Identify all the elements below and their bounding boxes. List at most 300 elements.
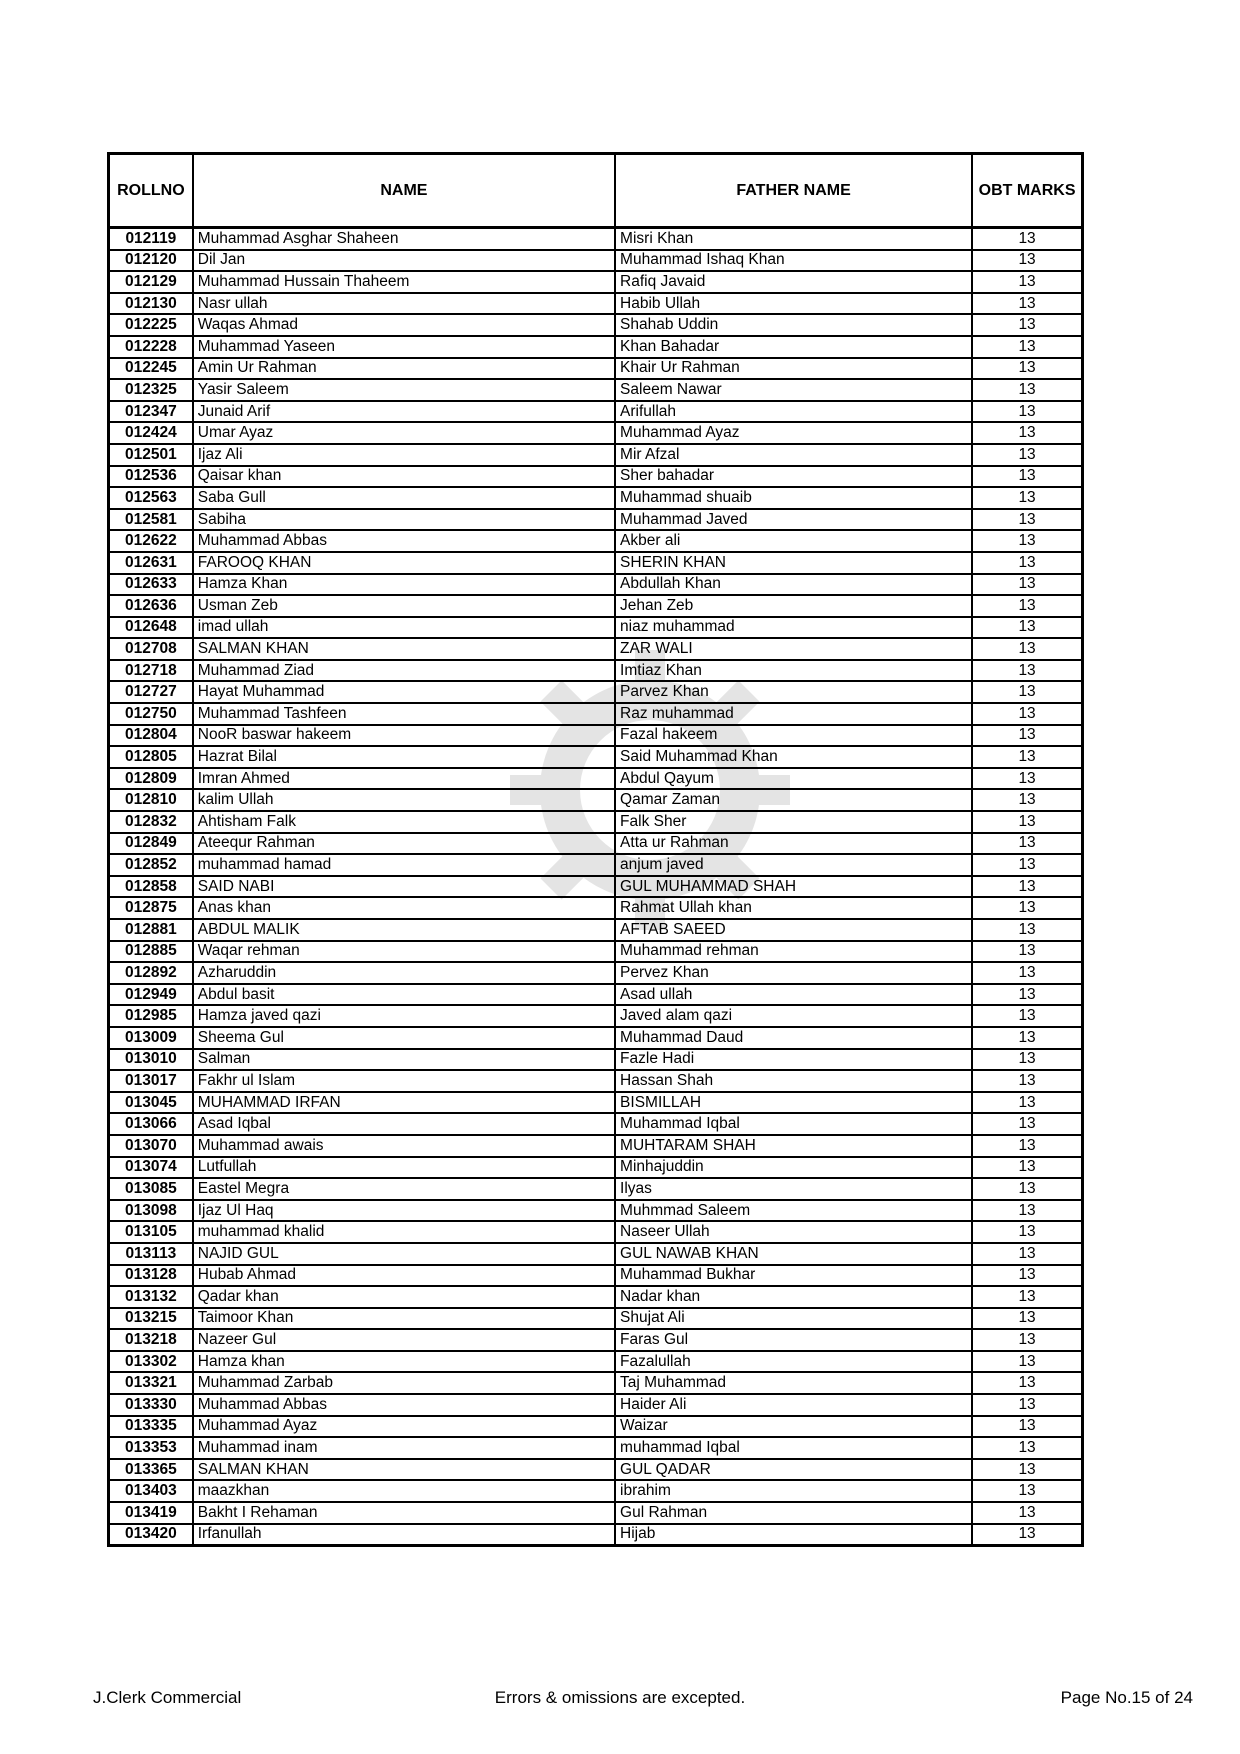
table-row [109, 703, 1083, 725]
cell-name: Hamza Khan [193, 574, 615, 596]
cell-name: Hubab Ahmad [193, 1265, 615, 1287]
cell-father-name: Waizar [615, 1416, 972, 1438]
cell-obt-marks: 13 [972, 941, 1082, 963]
cell-father-name: Shahab Uddin [615, 314, 972, 336]
cell-obt-marks: 13 [972, 1416, 1082, 1438]
table-row [109, 509, 1083, 531]
cell-rollno: 013420 [109, 1524, 193, 1546]
cell-rollno: 012805 [109, 746, 193, 768]
cell-rollno: 012325 [109, 379, 193, 401]
cell-rollno: 012809 [109, 768, 193, 790]
cell-name: imad ullah [193, 617, 615, 639]
cell-father-name: Atta ur Rahman [615, 833, 972, 855]
table-row [109, 552, 1083, 574]
cell-name: Umar Ayaz [193, 422, 615, 444]
cell-rollno: 012228 [109, 336, 193, 358]
table-row [109, 1524, 1083, 1546]
cell-rollno: 013010 [109, 1049, 193, 1071]
table-row [109, 422, 1083, 444]
cell-rollno: 012536 [109, 466, 193, 488]
cell-rollno: 012718 [109, 660, 193, 682]
cell-obt-marks: 13 [972, 854, 1082, 876]
table-row [109, 1070, 1083, 1092]
table-row [109, 595, 1083, 617]
table-row [109, 379, 1083, 401]
table-row [109, 1178, 1083, 1200]
cell-obt-marks: 13 [972, 1437, 1082, 1459]
table-row [109, 811, 1083, 833]
cell-father-name: Fazle Hadi [615, 1049, 972, 1071]
cell-father-name: Pervez Khan [615, 962, 972, 984]
table-body [109, 228, 1083, 1546]
cell-obt-marks: 13 [972, 401, 1082, 423]
cell-obt-marks: 13 [972, 271, 1082, 293]
cell-obt-marks: 13 [972, 358, 1082, 380]
table-row [109, 1416, 1083, 1438]
cell-father-name: Hassan Shah [615, 1070, 972, 1092]
cell-father-name: Rafiq Javaid [615, 271, 972, 293]
cell-father-name: Shujat Ali [615, 1308, 972, 1330]
cell-obt-marks: 13 [972, 703, 1082, 725]
cell-rollno: 013302 [109, 1351, 193, 1373]
cell-father-name: Akber ali [615, 530, 972, 552]
cell-father-name: Sher bahadar [615, 466, 972, 488]
cell-name: Irfanullah [193, 1524, 615, 1546]
cell-obt-marks: 13 [972, 833, 1082, 855]
table-row [109, 854, 1083, 876]
cell-name: Muhammad Asghar Shaheen [193, 228, 615, 250]
cell-father-name: Naseer Ullah [615, 1221, 972, 1243]
cell-name: muhammad hamad [193, 854, 615, 876]
cell-father-name: Muhammad Bukhar [615, 1265, 972, 1287]
cell-obt-marks: 13 [972, 962, 1082, 984]
cell-rollno: 013105 [109, 1221, 193, 1243]
cell-rollno: 013335 [109, 1416, 193, 1438]
cell-rollno: 012858 [109, 876, 193, 898]
cell-obt-marks: 13 [972, 660, 1082, 682]
cell-obt-marks: 13 [972, 595, 1082, 617]
cell-father-name: Hijab [615, 1524, 972, 1546]
cell-father-name: Muhammad Iqbal [615, 1113, 972, 1135]
cell-rollno: 012245 [109, 358, 193, 380]
cell-rollno: 012804 [109, 725, 193, 747]
cell-obt-marks: 13 [972, 530, 1082, 552]
cell-obt-marks: 13 [972, 336, 1082, 358]
cell-father-name: Mir Afzal [615, 444, 972, 466]
cell-name: Asad Iqbal [193, 1113, 615, 1135]
header-row [109, 154, 1083, 228]
cell-name: Muhammad Abbas [193, 1394, 615, 1416]
cell-rollno: 012708 [109, 638, 193, 660]
cell-rollno: 013098 [109, 1200, 193, 1222]
table-row [109, 1286, 1083, 1308]
cell-rollno: 012892 [109, 962, 193, 984]
cell-father-name: Saleem Nawar [615, 379, 972, 401]
cell-father-name: Imtiaz Khan [615, 660, 972, 682]
cell-father-name: Javed alam qazi [615, 1005, 972, 1027]
cell-obt-marks: 13 [972, 1286, 1082, 1308]
table-row [109, 1092, 1083, 1114]
cell-obt-marks: 13 [972, 1221, 1082, 1243]
cell-name: Sheema Gul [193, 1027, 615, 1049]
cell-father-name: Muhammad Daud [615, 1027, 972, 1049]
cell-rollno: 013070 [109, 1135, 193, 1157]
cell-father-name: Falk Sher [615, 811, 972, 833]
cell-father-name: Abdul Qayum [615, 768, 972, 790]
cell-rollno: 012750 [109, 703, 193, 725]
cell-father-name: Arifullah [615, 401, 972, 423]
cell-name: Qadar khan [193, 1286, 615, 1308]
table-row [109, 401, 1083, 423]
cell-name: Muhammad Hussain Thaheem [193, 271, 615, 293]
cell-obt-marks: 13 [972, 1178, 1082, 1200]
cell-rollno: 012852 [109, 854, 193, 876]
cell-obt-marks: 13 [972, 984, 1082, 1006]
cell-rollno: 013074 [109, 1157, 193, 1179]
cell-father-name: Abdullah Khan [615, 574, 972, 596]
table-row [109, 984, 1083, 1006]
cell-father-name: Minhajuddin [615, 1157, 972, 1179]
header-rollno: ROLLNO [109, 154, 193, 228]
cell-father-name: Jehan Zeb [615, 595, 972, 617]
cell-father-name: Muhammad shuaib [615, 487, 972, 509]
cell-rollno: 013215 [109, 1308, 193, 1330]
table-row [109, 314, 1083, 336]
footer-disclaimer: Errors & omissions are excepted. [494, 1688, 746, 1707]
cell-rollno: 012633 [109, 574, 193, 596]
cell-obt-marks: 13 [972, 681, 1082, 703]
cell-father-name: Fazalullah [615, 1351, 972, 1373]
table-row [109, 768, 1083, 790]
cell-rollno: 012648 [109, 617, 193, 639]
cell-father-name: Muhammad Javed [615, 509, 972, 531]
cell-name: Muhammad Ziad [193, 660, 615, 682]
table-row [109, 336, 1083, 358]
cell-father-name: GUL MUHAMMAD SHAH [615, 876, 972, 898]
table-row [109, 1135, 1083, 1157]
cell-name: ABDUL MALIK [193, 919, 615, 941]
cell-rollno: 013128 [109, 1265, 193, 1287]
cell-rollno: 012347 [109, 401, 193, 423]
cell-father-name: Parvez Khan [615, 681, 972, 703]
cell-obt-marks: 13 [972, 897, 1082, 919]
cell-name: Taimoor Khan [193, 1308, 615, 1330]
cell-obt-marks: 13 [972, 1351, 1082, 1373]
cell-rollno: 012881 [109, 919, 193, 941]
cell-obt-marks: 13 [972, 768, 1082, 790]
cell-rollno: 013419 [109, 1502, 193, 1524]
table-row [109, 271, 1083, 293]
cell-name: Muhammad Zarbab [193, 1372, 615, 1394]
table-row [109, 487, 1083, 509]
table-row [109, 962, 1083, 984]
cell-name: Fakhr ul Islam [193, 1070, 615, 1092]
cell-rollno: 013218 [109, 1329, 193, 1351]
cell-obt-marks: 13 [972, 444, 1082, 466]
cell-rollno: 012949 [109, 984, 193, 1006]
cell-obt-marks: 13 [972, 1372, 1082, 1394]
cell-obt-marks: 13 [972, 552, 1082, 574]
cell-father-name: anjum javed [615, 854, 972, 876]
cell-father-name: Fazal hakeem [615, 725, 972, 747]
table-row [109, 1005, 1083, 1027]
cell-name: Amin Ur Rahman [193, 358, 615, 380]
cell-father-name: GUL QADAR [615, 1459, 972, 1481]
cell-name: Salman [193, 1049, 615, 1071]
table-row [109, 1459, 1083, 1481]
cell-obt-marks: 13 [972, 1027, 1082, 1049]
cell-rollno: 012130 [109, 293, 193, 315]
table-row [109, 444, 1083, 466]
table-row [109, 660, 1083, 682]
table-row [109, 1243, 1083, 1265]
cell-rollno: 012563 [109, 487, 193, 509]
cell-rollno: 012581 [109, 509, 193, 531]
cell-father-name: Said Muhammad Khan [615, 746, 972, 768]
cell-name: Junaid Arif [193, 401, 615, 423]
table-row [109, 466, 1083, 488]
table-row [109, 725, 1083, 747]
header-father-name: FATHER NAME [615, 154, 972, 228]
table-row [109, 1265, 1083, 1287]
cell-father-name: Khair Ur Rahman [615, 358, 972, 380]
cell-obt-marks: 13 [972, 746, 1082, 768]
cell-rollno: 013353 [109, 1437, 193, 1459]
cell-rollno: 012501 [109, 444, 193, 466]
table-row [109, 1027, 1083, 1049]
cell-obt-marks: 13 [972, 1459, 1082, 1481]
footer-department: J.Clerk Commercial [93, 1688, 242, 1707]
cell-obt-marks: 13 [972, 1049, 1082, 1071]
cell-father-name: Muhammad rehman [615, 941, 972, 963]
cell-name: Usman Zeb [193, 595, 615, 617]
cell-obt-marks: 13 [972, 509, 1082, 531]
cell-father-name: Khan Bahadar [615, 336, 972, 358]
cell-father-name: Rahmat Ullah khan [615, 897, 972, 919]
cell-obt-marks: 13 [972, 1005, 1082, 1027]
table-row [109, 530, 1083, 552]
cell-name: SALMAN KHAN [193, 1459, 615, 1481]
cell-name: muhammad khalid [193, 1221, 615, 1243]
cell-name: kalim Ullah [193, 789, 615, 811]
cell-name: Abdul basit [193, 984, 615, 1006]
cell-rollno: 013017 [109, 1070, 193, 1092]
cell-name: Yasir Saleem [193, 379, 615, 401]
table-row [109, 1394, 1083, 1416]
cell-rollno: 012631 [109, 552, 193, 574]
cell-obt-marks: 13 [972, 811, 1082, 833]
table-row [109, 638, 1083, 660]
cell-rollno: 012985 [109, 1005, 193, 1027]
cell-obt-marks: 13 [972, 638, 1082, 660]
cell-father-name: Muhmmad Saleem [615, 1200, 972, 1222]
cell-rollno: 013113 [109, 1243, 193, 1265]
cell-obt-marks: 13 [972, 1243, 1082, 1265]
table-row [109, 919, 1083, 941]
cell-name: Imran Ahmed [193, 768, 615, 790]
cell-name: Ahtisham Falk [193, 811, 615, 833]
cell-name: Muhammad Abbas [193, 530, 615, 552]
cell-obt-marks: 13 [972, 314, 1082, 336]
table-row [109, 1351, 1083, 1373]
cell-name: Dil Jan [193, 250, 615, 272]
table-row [109, 1502, 1083, 1524]
cell-name: SALMAN KHAN [193, 638, 615, 660]
cell-obt-marks: 13 [972, 1394, 1082, 1416]
cell-father-name: Faras Gul [615, 1329, 972, 1351]
table-row [109, 1372, 1083, 1394]
cell-name: FAROOQ KHAN [193, 552, 615, 574]
cell-obt-marks: 13 [972, 789, 1082, 811]
table-row [109, 876, 1083, 898]
cell-father-name: niaz muhammad [615, 617, 972, 639]
table-row [109, 833, 1083, 855]
cell-obt-marks: 13 [972, 228, 1082, 250]
cell-obt-marks: 13 [972, 1265, 1082, 1287]
cell-father-name: ZAR WALI [615, 638, 972, 660]
cell-name: maazkhan [193, 1480, 615, 1502]
results-table [107, 152, 1084, 1547]
cell-name: Ateequr Rahman [193, 833, 615, 855]
cell-name: Eastel Megra [193, 1178, 615, 1200]
cell-obt-marks: 13 [972, 1200, 1082, 1222]
cell-obt-marks: 13 [972, 919, 1082, 941]
cell-name: Hazrat Bilal [193, 746, 615, 768]
cell-name: Nasr ullah [193, 293, 615, 315]
cell-father-name: Qamar Zaman [615, 789, 972, 811]
cell-rollno: 012849 [109, 833, 193, 855]
table-row [109, 293, 1083, 315]
cell-name: Qaisar khan [193, 466, 615, 488]
cell-name: Muhammad inam [193, 1437, 615, 1459]
cell-name: Hayat Muhammad [193, 681, 615, 703]
table-row [109, 897, 1083, 919]
cell-father-name: Habib Ullah [615, 293, 972, 315]
cell-obt-marks: 13 [972, 293, 1082, 315]
cell-father-name: BISMILLAH [615, 1092, 972, 1114]
cell-rollno: 013045 [109, 1092, 193, 1114]
cell-rollno: 012636 [109, 595, 193, 617]
cell-rollno: 012120 [109, 250, 193, 272]
cell-name: Muhammad awais [193, 1135, 615, 1157]
cell-obt-marks: 13 [972, 1308, 1082, 1330]
table-row [109, 1308, 1083, 1330]
cell-rollno: 012622 [109, 530, 193, 552]
cell-obt-marks: 13 [972, 574, 1082, 596]
cell-name: SAID NABI [193, 876, 615, 898]
cell-name: Ijaz Ul Haq [193, 1200, 615, 1222]
cell-name: Muhammad Ayaz [193, 1416, 615, 1438]
cell-obt-marks: 13 [972, 725, 1082, 747]
cell-father-name: Ilyas [615, 1178, 972, 1200]
header-obt-marks: OBT MARKS [972, 154, 1082, 228]
cell-rollno: 012225 [109, 314, 193, 336]
cell-father-name: Raz muhammad [615, 703, 972, 725]
cell-name: Sabiha [193, 509, 615, 531]
cell-father-name: Muhammad Ishaq Khan [615, 250, 972, 272]
cell-rollno: 013403 [109, 1480, 193, 1502]
cell-father-name: Haider Ali [615, 1394, 972, 1416]
table-row [109, 681, 1083, 703]
cell-rollno: 013009 [109, 1027, 193, 1049]
cell-obt-marks: 13 [972, 1135, 1082, 1157]
cell-father-name: MUHTARAM SHAH [615, 1135, 972, 1157]
table-row [109, 250, 1083, 272]
table-row [109, 228, 1083, 250]
cell-obt-marks: 13 [972, 876, 1082, 898]
cell-name: Hamza javed qazi [193, 1005, 615, 1027]
cell-obt-marks: 13 [972, 1092, 1082, 1114]
cell-name: Saba Gull [193, 487, 615, 509]
cell-father-name: GUL NAWAB KHAN [615, 1243, 972, 1265]
cell-name: NAJID GUL [193, 1243, 615, 1265]
table-row [109, 574, 1083, 596]
cell-obt-marks: 13 [972, 617, 1082, 639]
table-row [109, 789, 1083, 811]
cell-name: Muhammad Yaseen [193, 336, 615, 358]
cell-obt-marks: 13 [972, 379, 1082, 401]
cell-rollno: 013085 [109, 1178, 193, 1200]
cell-rollno: 012424 [109, 422, 193, 444]
cell-obt-marks: 13 [972, 250, 1082, 272]
cell-rollno: 013365 [109, 1459, 193, 1481]
cell-rollno: 012129 [109, 271, 193, 293]
table-row [109, 1113, 1083, 1135]
cell-rollno: 012119 [109, 228, 193, 250]
table-row [109, 1437, 1083, 1459]
cell-rollno: 012875 [109, 897, 193, 919]
cell-name: Ijaz Ali [193, 444, 615, 466]
table-row [109, 617, 1083, 639]
cell-rollno: 012832 [109, 811, 193, 833]
cell-name: Azharuddin [193, 962, 615, 984]
header-name: NAME [193, 154, 615, 228]
cell-rollno: 013330 [109, 1394, 193, 1416]
table-row [109, 746, 1083, 768]
cell-obt-marks: 13 [972, 487, 1082, 509]
cell-name: Lutfullah [193, 1157, 615, 1179]
cell-obt-marks: 13 [972, 422, 1082, 444]
cell-father-name: Asad ullah [615, 984, 972, 1006]
cell-rollno: 012885 [109, 941, 193, 963]
cell-father-name: Gul Rahman [615, 1502, 972, 1524]
cell-father-name: muhammad Iqbal [615, 1437, 972, 1459]
cell-obt-marks: 13 [972, 1070, 1082, 1092]
cell-rollno: 012810 [109, 789, 193, 811]
cell-father-name: Misri Khan [615, 228, 972, 250]
table-row [109, 1329, 1083, 1351]
cell-father-name: ibrahim [615, 1480, 972, 1502]
cell-father-name: Taj Muhammad [615, 1372, 972, 1394]
cell-name: MUHAMMAD IRFAN [193, 1092, 615, 1114]
cell-father-name: Nadar khan [615, 1286, 972, 1308]
cell-obt-marks: 13 [972, 1329, 1082, 1351]
cell-obt-marks: 13 [972, 1113, 1082, 1135]
cell-obt-marks: 13 [972, 1157, 1082, 1179]
cell-name: Waqas Ahmad [193, 314, 615, 336]
cell-obt-marks: 13 [972, 1480, 1082, 1502]
footer-page-number: Page No.15 of 24 [1060, 1688, 1193, 1707]
cell-rollno: 013321 [109, 1372, 193, 1394]
cell-name: Muhammad Tashfeen [193, 703, 615, 725]
cell-obt-marks: 13 [972, 1524, 1082, 1546]
table-row [109, 941, 1083, 963]
cell-father-name: Muhammad Ayaz [615, 422, 972, 444]
cell-father-name: SHERIN KHAN [615, 552, 972, 574]
table-row [109, 1200, 1083, 1222]
table-row [109, 1480, 1083, 1502]
table-row [109, 358, 1083, 380]
